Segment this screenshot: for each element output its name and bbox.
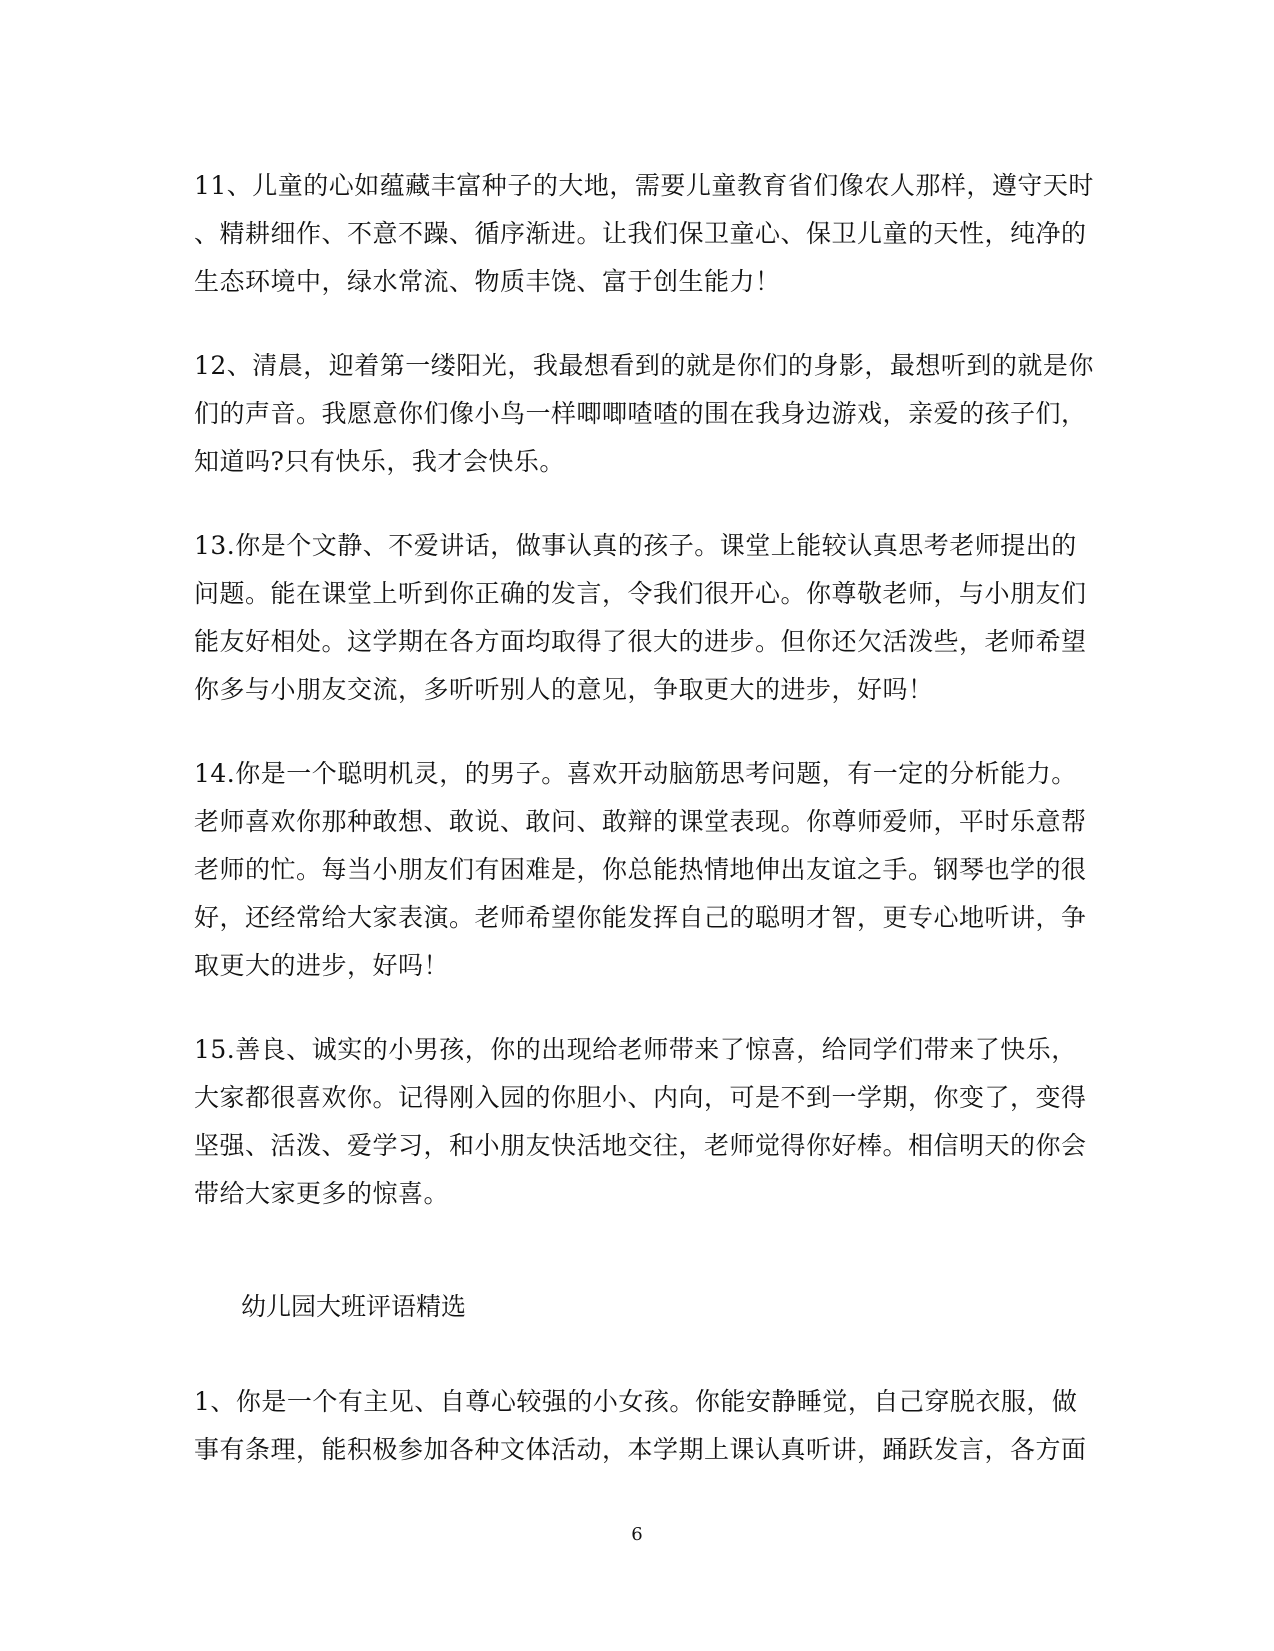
text-line: 事有条理，能积极参加各种文体活动，本学期上课认真听讲，踊跃发言，各方面 (194, 1435, 1087, 1464)
text-line: 15.善良、诚实的小男孩，你的出现给老师带来了惊喜，给同学们带来了快乐， (194, 1035, 1077, 1064)
text-line: 取更大的进步，好吗！ (194, 951, 450, 980)
text-line: 问题。能在课堂上听到你正确的发言，令我们很开心。你尊敬老师，与小朋友们 (194, 579, 1087, 608)
text-line: 生态环境中，绿水常流、物质丰饶、富于创生能力！ (194, 267, 781, 296)
text-line: 老师喜欢你那种敢想、敢说、敢问、敢辩的课堂表现。你尊师爱师，平时乐意帮 (194, 807, 1087, 836)
text-line: 老师的忙。每当小朋友们有困难是，你总能热情地伸出友谊之手。钢琴也学的很 (194, 855, 1087, 884)
text-line: 好，还经常给大家表演。老师希望你能发挥自己的聪明才智，更专心地听讲，争 (194, 903, 1087, 932)
text-line: 坚强、活泼、爱学习，和小朋友快活地交往，老师觉得你好棒。相信明天的你会 (194, 1131, 1087, 1160)
text-line: 14.你是一个聪明机灵，的男子。喜欢开动脑筋思考问题，有一定的分析能力。 (194, 759, 1077, 788)
text-line: 13.你是个文静、不爱讲话，做事认真的孩子。课堂上能较认真思考老师提出的 (194, 531, 1077, 560)
text-line: 带给大家更多的惊喜。 (194, 1179, 450, 1208)
text-line: 11、儿童的心如蕴藏丰富种子的大地，需要儿童教育省们像农人那样，遵守天时 (194, 171, 1094, 200)
paragraph-11 (194, 162, 1094, 306)
text-line: 你多与小朋友交流，多听听别人的意见，争取更大的进步，好吗！ (194, 675, 934, 704)
text-line: 们的声音。我愿意你们像小鸟一样唧唧喳喳的围在我身边游戏，亲爱的孩子们， (194, 399, 1087, 428)
text-line: 大家都很喜欢你。记得刚入园的你胆小、内向，可是不到一学期，你变了，变得 (194, 1083, 1087, 1112)
paragraph-12 (194, 342, 1094, 486)
text-line: 、精耕细作、不意不躁、循序渐进。让我们保卫童心、保卫儿童的天性，纯净的 (194, 219, 1087, 248)
text-line: 知道吗?只有快乐，我才会快乐。 (194, 447, 565, 476)
text-line: 能友好相处。这学期在各方面均取得了很大的进步。但你还欠活泼些，老师希望 (194, 627, 1087, 656)
text-line: 12、清晨，迎着第一缕阳光，我最想看到的就是你们的身影，最想听到的就是你 (194, 351, 1094, 380)
section-heading: 幼儿园大班评语精选 (241, 1292, 467, 1321)
paragraph-13 (194, 522, 1087, 714)
paragraph-14 (194, 750, 1087, 990)
text-line: 1、你是一个有主见、自尊心较强的小女孩。你能安静睡觉，自己穿脱衣服，做 (194, 1387, 1078, 1416)
page-number: 6 (631, 1524, 643, 1545)
paragraph-1 (194, 1378, 1087, 1474)
paragraph-15 (194, 1026, 1087, 1218)
